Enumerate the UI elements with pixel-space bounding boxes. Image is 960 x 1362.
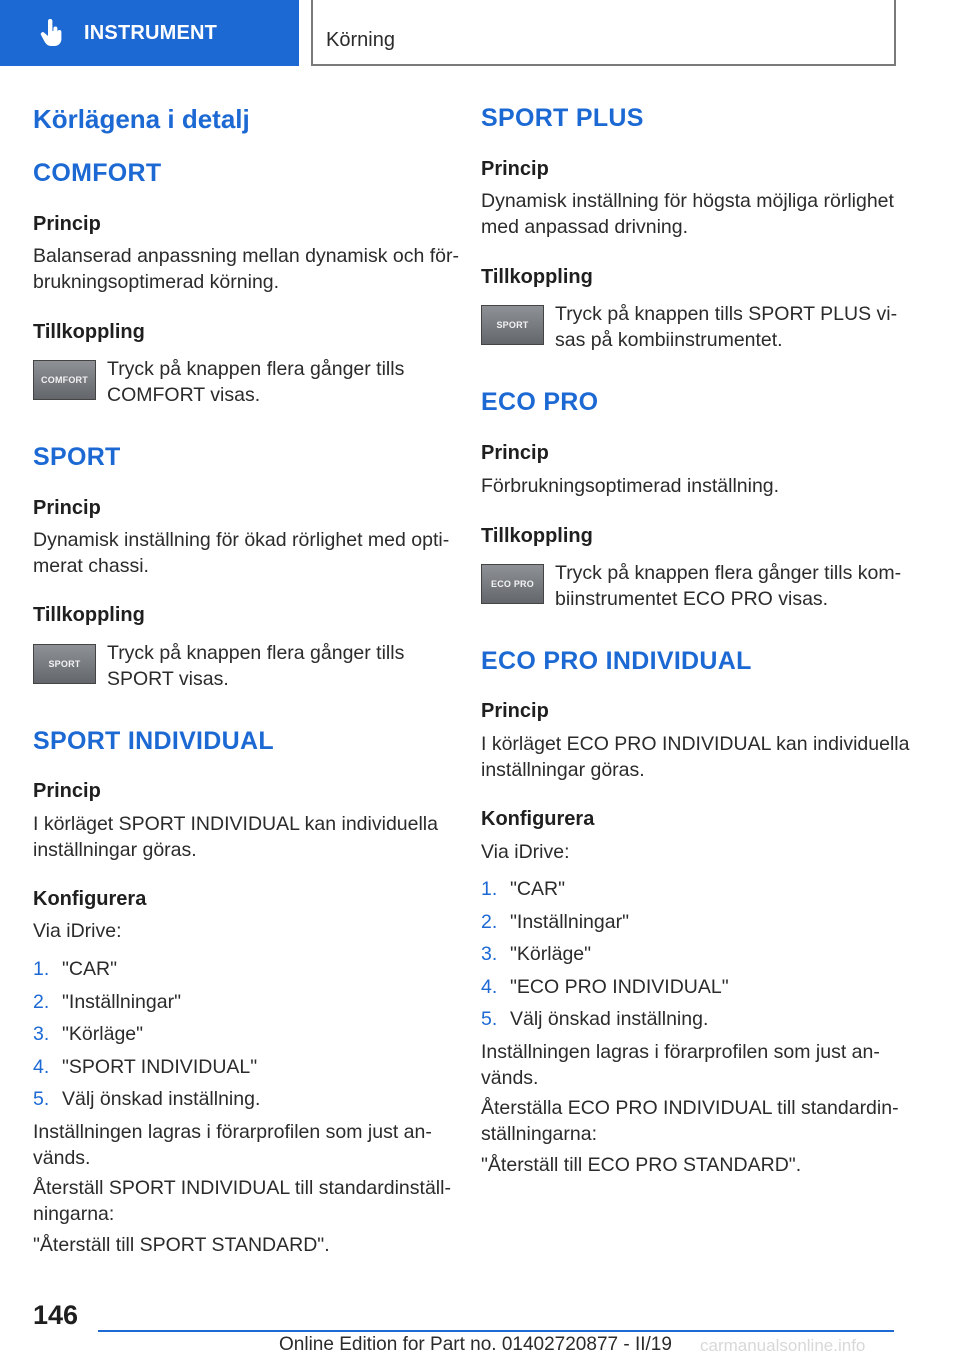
eco-pro-principle-line: Förbrukningsoptimerad inställning. [481,475,780,497]
sport-plus-activation-line: Tryck på knappen tills SPORT PLUS vi- [555,303,898,325]
comfort-button-image [33,360,96,400]
sport-individual-heading: SPORT INDIVIDUAL [33,727,274,755]
sport-activation-line: Tryck på knappen flera gånger tills [107,642,405,664]
sport-activation-line: SPORT visas. [107,668,229,690]
sport-individual-note-line: vänds. [33,1147,91,1169]
comfort-activation-line: COMFORT visas. [107,384,261,406]
list-item: 4. "ECO PRO INDIVIDUAL" [481,975,729,998]
eco-pro-principle-heading: Princip [481,442,549,464]
eco-pro-button-image [481,564,544,604]
footer-divider [98,1330,894,1332]
sport-plus-button-image [481,305,544,345]
comfort-heading: COMFORT [33,159,162,187]
sport-plus-activation-line: sas på kombiinstrumentet. [555,329,783,351]
eco-pro-individual-note-line: ställningarna: [481,1123,597,1145]
eco-pro-activation-heading: Tillkoppling [481,525,593,547]
sport-plus-activation-heading: Tillkoppling [481,266,593,288]
list-item: 2. "Inställningar" [481,910,629,933]
eco-pro-individual-note-line: "Återställ till ECO PRO STANDARD". [481,1154,802,1176]
watermark: carmanualsonline.info [700,1336,866,1355]
list-item: 4. "SPORT INDIVIDUAL" [33,1055,258,1078]
button-label: SPORT [496,320,529,330]
eco-pro-individual-note-line: Återställa ECO PRO INDIVIDUAL till standardin- [481,1097,899,1119]
sport-button-image [33,644,96,684]
list-item: 1. "CAR" [481,878,566,900]
chapter-header [311,0,896,66]
eco-pro-activation-line: Tryck på knappen flera gånger tills kom- [555,562,902,584]
sport-heading: SPORT [33,443,121,471]
sport-plus-principle-line: med anpassad drivning. [481,216,689,238]
list-item: 3. "Körläge" [33,1023,144,1045]
eco-pro-individual-steps [481,876,729,1039]
sport-principle-line: merat chassi. [33,555,149,577]
page-number: 146 [33,1300,79,1330]
sport-individual-steps [33,956,260,1119]
touch-hand-icon [38,19,66,47]
section-tab [0,0,299,66]
list-item: 2. "Inställningar" [33,990,181,1013]
sport-individual-note-line: Återställ SPORT INDIVIDUAL till standardinställ- [33,1177,451,1199]
eco-pro-individual-principle-heading: Princip [481,700,549,722]
sport-individual-note-line: "Återställ till SPORT STANDARD". [33,1234,330,1256]
comfort-principle-line: brukningsoptimerad körning. [33,271,280,293]
sport-activation-heading: Tillkoppling [33,604,145,626]
sport-individual-principle-line: inställningar göras. [33,839,197,861]
button-label: ECO PRO [491,579,534,589]
sport-individual-note-line: ningarna: [33,1203,115,1225]
sport-plus-heading: SPORT PLUS [481,104,644,132]
sport-principle-heading: Princip [33,497,101,519]
chapter-label: Körning [326,29,395,51]
sport-plus-principle-line: Dynamisk inställning för högsta möjliga rörlighet [481,190,894,212]
eco-pro-individual-principle-line: inställningar göras. [481,759,645,781]
list-item: 5. Välj önskad inställning. [481,1008,709,1030]
sport-individual-principle-heading: Princip [33,780,101,802]
edition-text: Online Edition for Part no. 01402720877 - II/19 [279,1334,672,1355]
sport-individual-note-line: Inställningen lagras i förarprofilen som just an- [33,1121,432,1143]
section-label: INSTRUMENT [84,21,218,44]
list-item: 1. "CAR" [33,958,118,980]
list-item: 3. "Körläge" [481,943,592,965]
page-title: Körlägena i detalj [33,104,250,134]
sport-plus-principle-heading: Princip [481,158,549,180]
eco-pro-individual-configure-heading: Konfigurera [481,808,595,830]
sport-individual-principle-line: I körläget SPORT INDIVIDUAL kan individuella [33,813,438,835]
eco-pro-individual-note-line: Inställningen lagras i förarprofilen som just an- [481,1041,880,1063]
sport-principle-line: Dynamisk inställning för ökad rörlighet med opti- [33,529,450,551]
button-label: SPORT [48,659,81,669]
eco-pro-individual-principle-line: I körläget ECO PRO INDIVIDUAL kan individuella [481,733,910,755]
eco-pro-activation-line: biinstrumentet ECO PRO visas. [555,588,829,610]
eco-pro-heading: ECO PRO [481,388,599,416]
comfort-activation-line: Tryck på knappen flera gånger tills [107,358,405,380]
comfort-activation-heading: Tillkoppling [33,321,145,343]
button-label: COMFORT [41,375,88,385]
comfort-principle-heading: Princip [33,213,101,235]
sport-individual-via: Via iDrive: [33,920,122,942]
eco-pro-individual-note-line: vänds. [481,1067,539,1089]
sport-individual-configure-heading: Konfigurera [33,888,147,910]
eco-pro-individual-via: Via iDrive: [481,841,570,863]
eco-pro-individual-heading: ECO PRO INDIVIDUAL [481,647,752,675]
list-item: 5. Välj önskad inställning. [33,1088,261,1110]
comfort-principle-line: Balanserad anpassning mellan dynamisk och för- [33,245,459,267]
